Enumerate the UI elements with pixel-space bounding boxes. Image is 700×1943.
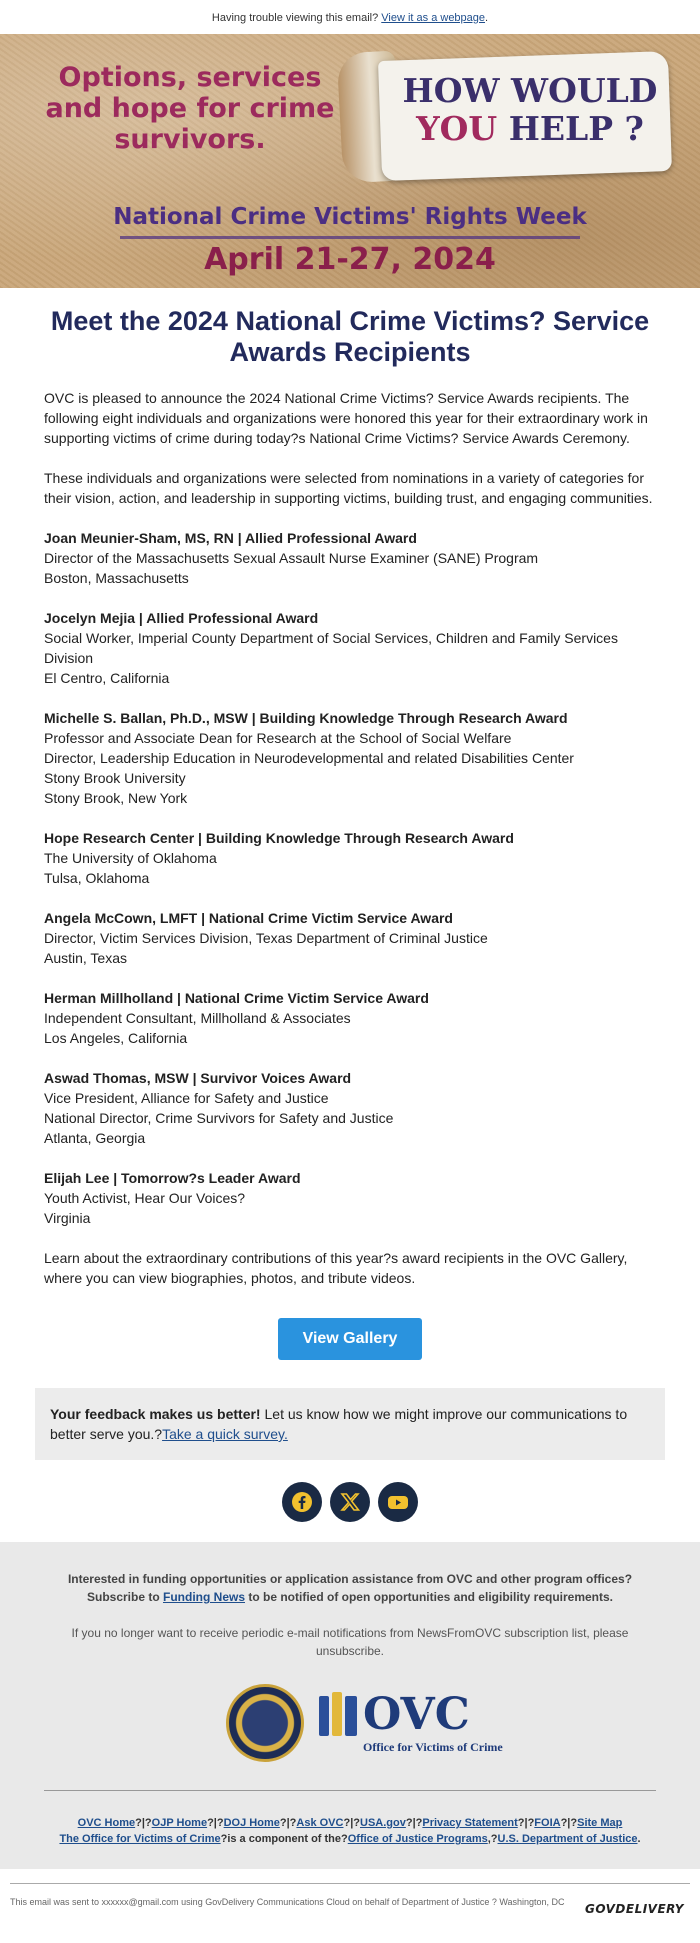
unsubscribe-notice: If you no longer want to receive periodic e-mail notifications from NewsFromOVC subscription list, please unsubscribe. bbox=[71, 1626, 629, 1658]
funding-pre: Interested in funding opportunities or application assistance from OVC and other program offices? Subscribe to bbox=[67, 1572, 633, 1604]
sent-notice: This email was sent to xxxxxx@gmail.com using GovDelivery Communications Cloud on behalf of Department of Justice ? Washington, DC bbox=[10, 1897, 565, 1907]
link-separator: ?|? bbox=[405, 1817, 423, 1829]
govdelivery-logo: GOVDELIVERY bbox=[585, 1902, 684, 1916]
recipient-detail: Los Angeles, California bbox=[44, 1030, 188, 1046]
recipient-detail: Vice President, Alliance for Safety and Justice bbox=[44, 1090, 329, 1106]
youtube-icon bbox=[387, 1491, 409, 1513]
recipient-detail: Stony Brook, New York bbox=[44, 790, 188, 806]
recipient-entry bbox=[44, 828, 656, 888]
delivery-footer bbox=[10, 1883, 690, 1943]
component-line bbox=[44, 1831, 656, 1847]
feedback-text: Let us know how we might improve our communications to better serve you.? bbox=[50, 1406, 628, 1442]
recipient-name: Joan Meunier-Sham, MS, RN | Allied Professional Award bbox=[44, 530, 417, 546]
link-separator: ?|? bbox=[560, 1817, 578, 1829]
banner-question bbox=[400, 72, 660, 148]
funding-news-link[interactable]: Funding News bbox=[163, 1590, 245, 1604]
view-webpage-link[interactable]: View it as a webpage bbox=[381, 12, 486, 24]
component-end: . bbox=[637, 1833, 641, 1845]
recipient-detail: Director, Leadership Education in Neurodevelopmental and related Disabilities Center bbox=[44, 750, 574, 766]
link-separator: ?|? bbox=[279, 1817, 297, 1829]
survey-link[interactable]: Take a quick survey. bbox=[162, 1426, 288, 1442]
funding-notice bbox=[44, 1570, 656, 1606]
recipient-detail: Professor and Associate Dean for Research at the School of Social Welfare bbox=[44, 730, 512, 746]
footer-divider bbox=[44, 1790, 656, 1791]
recipients-list bbox=[44, 528, 656, 1228]
recipient-name: Elijah Lee | Tomorrow?s Leader Award bbox=[44, 1170, 301, 1186]
link-separator: ?|? bbox=[207, 1817, 224, 1829]
recipient-name: Michelle S. Ballan, Ph.D., MSW | Building Knowledge Through Research Award bbox=[44, 710, 568, 726]
recipient-entry bbox=[44, 608, 656, 688]
footer-link[interactable]: Site Map bbox=[577, 1817, 623, 1829]
link-separator: ?|? bbox=[517, 1817, 535, 1829]
preheader bbox=[0, 0, 700, 34]
doj-seal-logo bbox=[226, 1684, 304, 1762]
recipient-detail: Virginia bbox=[44, 1210, 91, 1226]
footer-link[interactable]: FOIA bbox=[534, 1817, 561, 1829]
footer-link-row bbox=[44, 1815, 656, 1831]
recipient-entry bbox=[44, 908, 656, 968]
recipient-detail: Austin, Texas bbox=[44, 950, 128, 966]
ovc-logo bbox=[319, 1689, 503, 1756]
recipient-entry bbox=[44, 528, 656, 588]
banner-dates: April 21-27, 2024 bbox=[204, 242, 496, 277]
banner-week: National Crime Victims' Rights Week bbox=[113, 204, 587, 230]
funding-post: to be notified of open opportunities and eligibility requirements. bbox=[245, 1590, 614, 1604]
question-you: YOU bbox=[416, 109, 498, 148]
recipient-detail: The University of Oklahoma bbox=[44, 850, 217, 866]
gallery-paragraph: Learn about the extraordinary contributions of this year?s award recipients in the OVC Gallery, where you can view biographies, photos, and tribute videos. bbox=[44, 1250, 628, 1286]
view-gallery-button[interactable]: View Gallery bbox=[278, 1318, 422, 1360]
banner bbox=[0, 34, 700, 288]
recipient-name: Herman Millholland | National Crime Victim Service Award bbox=[44, 990, 429, 1006]
link-separator: ?|? bbox=[135, 1817, 152, 1829]
recipient-entry bbox=[44, 1168, 656, 1228]
ojp-component-link[interactable]: Office of Justice Programs bbox=[347, 1833, 488, 1845]
footer-link[interactable]: Ask OVC bbox=[296, 1817, 344, 1829]
selection-paragraph: These individuals and organizations were selected from nominations in a variety of categories for their vision, action, and leadership in supporting victims, building trust, and engaging communities. bbox=[44, 470, 653, 506]
recipient-detail: Boston, Massachusetts bbox=[44, 570, 189, 586]
recipient-name: Hope Research Center | Building Knowledge Through Research Award bbox=[44, 830, 514, 846]
footer-links bbox=[44, 1815, 656, 1847]
footer-link[interactable]: Privacy Statement bbox=[422, 1817, 518, 1829]
footer-link[interactable]: USA.gov bbox=[360, 1817, 406, 1829]
youtube-button[interactable] bbox=[378, 1482, 418, 1522]
recipient-entry bbox=[44, 1068, 656, 1148]
feedback-heading: Your feedback makes us better! bbox=[50, 1406, 261, 1422]
banner-tagline: Options, services and hope for crime survivors. bbox=[45, 62, 335, 155]
recipient-name: Angela McCown, LMFT | National Crime Victim Service Award bbox=[44, 910, 453, 926]
ovc-component-link[interactable]: The Office for Victims of Crime bbox=[59, 1833, 221, 1845]
recipient-detail: Independent Consultant, Millholland & Associates bbox=[44, 1010, 351, 1026]
recipient-detail: Tulsa, Oklahoma bbox=[44, 870, 150, 886]
x-icon bbox=[339, 1491, 361, 1513]
preheader-suffix: . bbox=[485, 12, 489, 24]
recipient-detail: Social Worker, Imperial County Department of Social Services, Children and Family Services Division bbox=[44, 630, 618, 666]
footer-link[interactable]: OJP Home bbox=[151, 1817, 208, 1829]
footer bbox=[0, 1542, 700, 1869]
social-links bbox=[0, 1482, 700, 1528]
logos bbox=[44, 1684, 656, 1764]
ovc-wordmark: OVC bbox=[363, 1689, 470, 1740]
recipient-detail: Director, Victim Services Division, Texas Department of Criminal Justice bbox=[44, 930, 488, 946]
recipient-entry bbox=[44, 988, 656, 1048]
recipient-detail: Youth Activist, Hear Our Voices? bbox=[44, 1190, 246, 1206]
facebook-button[interactable] bbox=[282, 1482, 322, 1522]
page-title: Meet the 2024 National Crime Victims? Service Awards Recipients bbox=[50, 306, 650, 367]
preheader-text: Having trouble viewing this email? bbox=[211, 12, 382, 24]
footer-link[interactable]: OVC Home bbox=[77, 1817, 136, 1829]
recipient-name: Aswad Thomas, MSW | Survivor Voices Award bbox=[44, 1070, 352, 1086]
footer-link[interactable]: DOJ Home bbox=[223, 1817, 280, 1829]
recipient-detail: Stony Brook University bbox=[44, 770, 186, 786]
question-help: HELP ? bbox=[497, 109, 644, 148]
recipient-name: Jocelyn Mejia | Allied Professional Award bbox=[44, 610, 319, 626]
ovc-mark-icon bbox=[319, 1692, 359, 1738]
facebook-icon bbox=[291, 1491, 313, 1513]
doj-component-link[interactable]: U.S. Department of Justice bbox=[497, 1833, 638, 1845]
recipient-detail: El Centro, California bbox=[44, 670, 170, 686]
ovc-subtitle: Office for Victims of Crime bbox=[363, 1740, 503, 1754]
feedback-box bbox=[35, 1388, 665, 1460]
main-content bbox=[0, 306, 700, 1360]
recipient-entry bbox=[44, 708, 656, 808]
component-separator: ,? bbox=[487, 1833, 498, 1845]
component-text: ?is a component of the? bbox=[220, 1833, 348, 1845]
question-line1: HOW WOULD bbox=[402, 71, 658, 110]
banner-divider bbox=[120, 236, 580, 239]
recipient-detail: Director of the Massachusetts Sexual Assault Nurse Examiner (SANE) Program bbox=[44, 550, 539, 566]
recipient-detail: National Director, Crime Survivors for Safety and Justice bbox=[44, 1110, 394, 1126]
recipient-detail: Atlanta, Georgia bbox=[44, 1130, 146, 1146]
link-separator: ?|? bbox=[343, 1817, 360, 1829]
x-button[interactable] bbox=[330, 1482, 370, 1522]
intro-paragraph: OVC is pleased to announce the 2024 National Crime Victims? Service Awards recipients. The following eight individuals and organizations were honored this year for their extraordinary work in supporting victims of crime during today?s National Crime Victims? Service Awards Ceremony. bbox=[44, 390, 648, 446]
